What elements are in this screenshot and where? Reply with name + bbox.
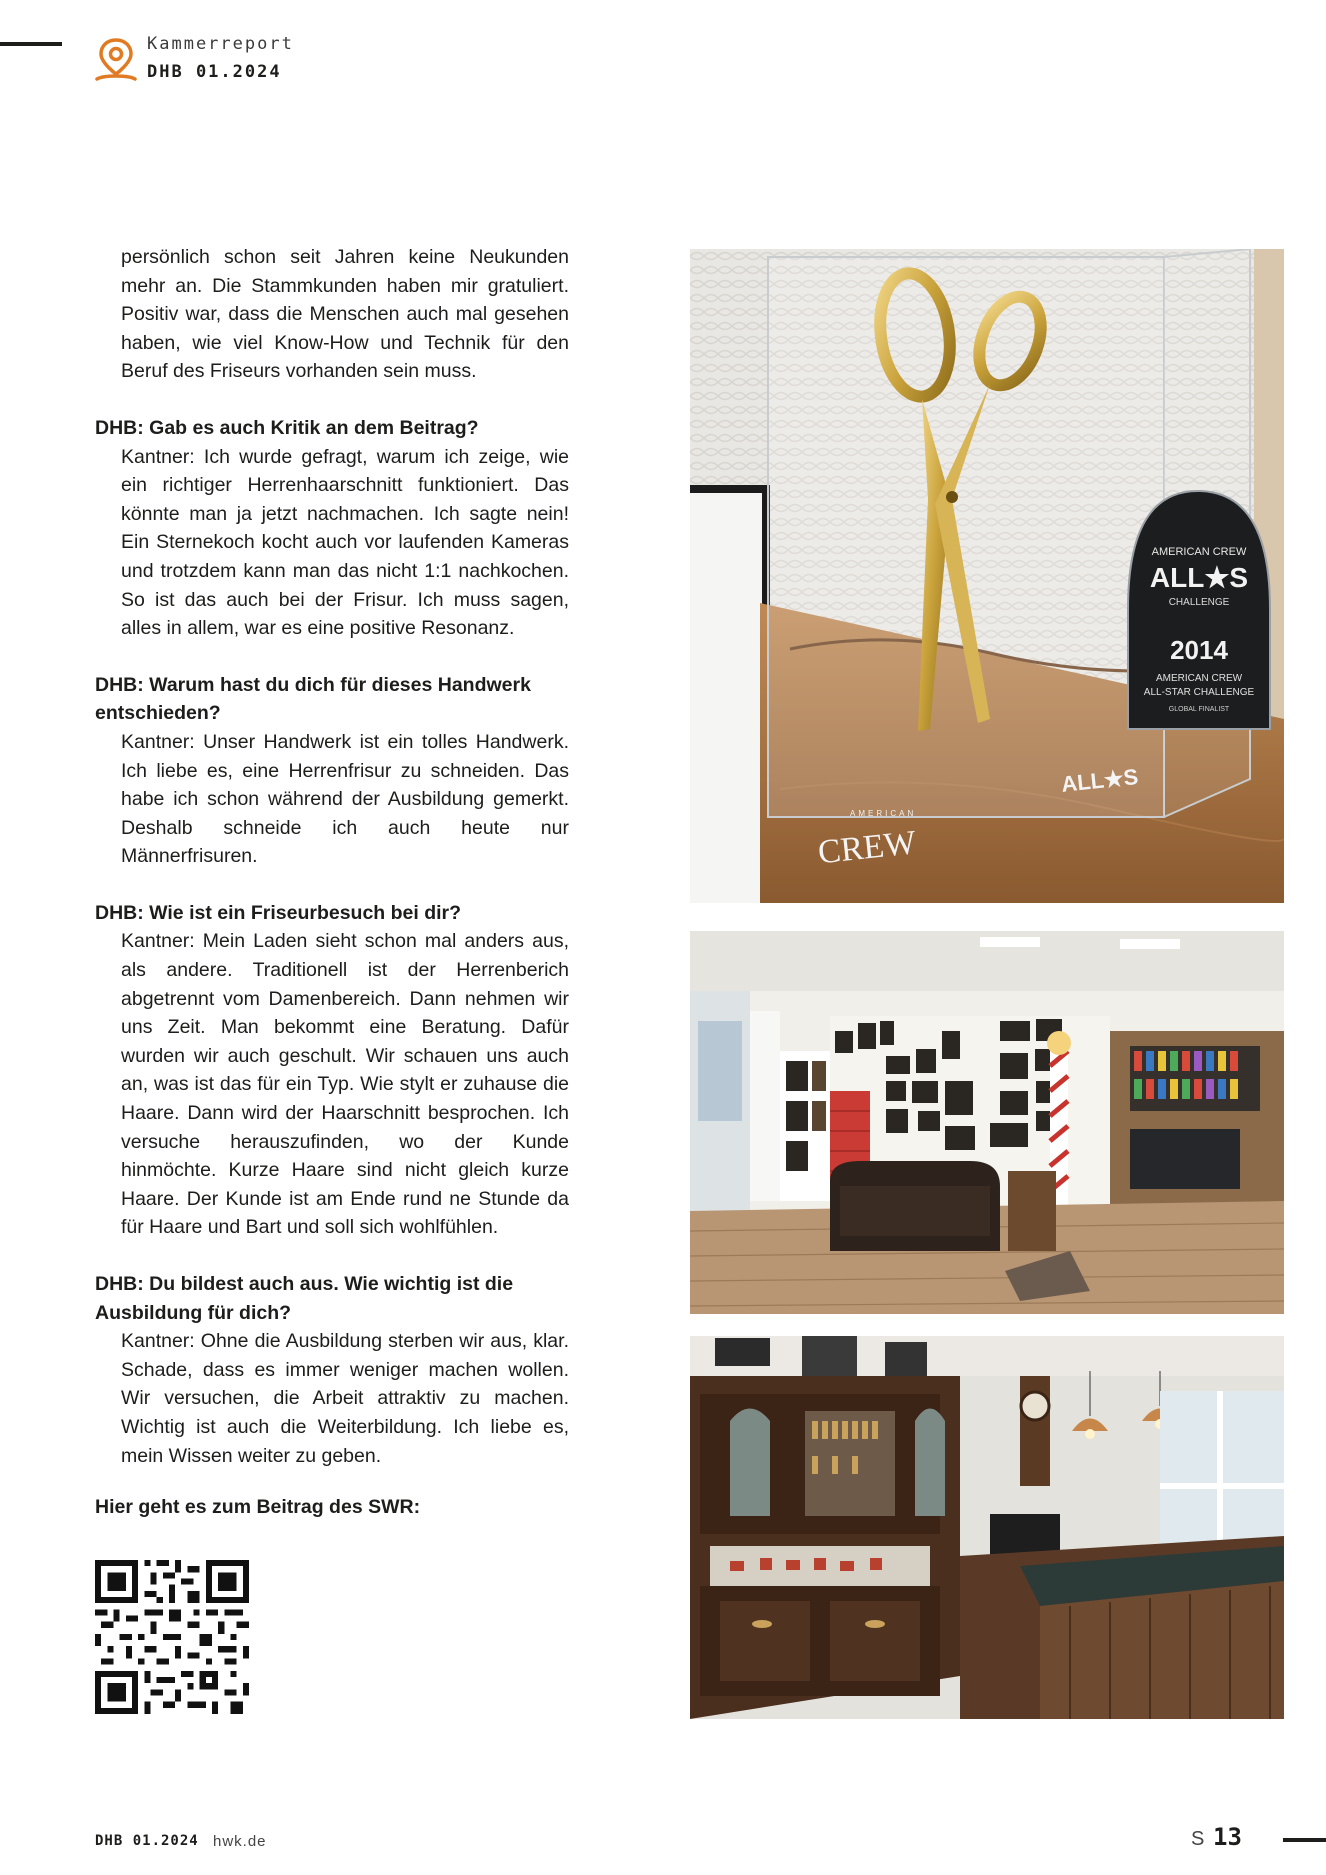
answer-salon-visit: Kantner: Mein Laden sieht schon mal anders aus, als andere. Traditionell ist der Herrenberich abgetrennt vom Damenbereich. Dann nehmen wir uns Zeit. Man bekommt eine Beratung. Dafür wurden wir auch geschult. Wir schauen uns auch an, was ist das für ein Typ. Wie stylt er zuhause die Haare. Dann wird der Haarschnitt besprochen. Ich versuche herauszufinden, wo der Kunde hinmöchte. Kurze Haare sind nicht gleich kurze Haare. Der Kunde ist am Ende rund ne Stunde da für Haare und Bart und soll sich wohlfühlen. <box>121 930 569 1239</box>
location-pin-icon <box>94 36 138 82</box>
svg-text:2014: 2014 <box>1170 635 1228 665</box>
section-label: Kammerreport <box>147 34 294 54</box>
question-criticism: DHB: Gab es auch Kritik an dem Beitrag? <box>95 416 479 439</box>
svg-text:AMERICAN CREW: AMERICAN CREW <box>1155 673 1243 684</box>
header-rule <box>0 42 62 46</box>
footer-issue: DHB 01.2024 <box>95 1833 199 1849</box>
question-why-craft: DHB: Warum hast du dich für dieses Handwerk entschieden? <box>95 673 531 725</box>
footer-rule <box>1283 1838 1326 1842</box>
svg-text:GLOBAL FINALIST: GLOBAL FINALIST <box>1168 706 1230 713</box>
qr-code[interactable] <box>95 1560 249 1714</box>
swr-link-label[interactable]: Hier geht es zum Beitrag des SWR: <box>95 1496 421 1518</box>
svg-text:ALL-STAR CHALLENGE: ALL-STAR CHALLENGE <box>1143 687 1255 698</box>
award-badge <box>1128 491 1270 729</box>
question-salon-visit: DHB: Wie ist ein Friseurbesuch bei dir? <box>95 901 462 924</box>
svg-text:AMERICAN CREW: AMERICAN CREW <box>1151 546 1247 558</box>
question-training: DHB: Du bildest auch aus. Wie wichtig ist die Ausbildung für dich? <box>95 1273 514 1324</box>
svg-text:CREW: CREW <box>816 824 918 872</box>
answer-why-craft: Kantner: Unser Handwerk ist ein tolles Handwerk. Ich liebe es, eine Herrenfrisur zu schneiden. Das habe ich schon während der Ausbildung gemerkt. Deshalb schneide ich auch heute nur Männerfrisuren. <box>121 730 569 868</box>
page-number: 13 <box>1213 1823 1242 1851</box>
issue-label: DHB 01.2024 <box>147 62 282 82</box>
answer-training: Kantner: Ohne die Ausbildung sterben wir aus, klar. Schade, dass es immer weniger machen wollen. Wir versuchen, die Arbeit attraktiv zu machen. Wichtig ist auch die Weiterbildung. Ich liebe es, mein Wissen weiter zu geben. <box>121 1330 569 1467</box>
reception-photo <box>690 1336 1284 1719</box>
svg-text:AMERICAN: AMERICAN <box>850 809 917 818</box>
article-intro: persönlich schon seit Jahren keine Neukunden mehr an. Die Stammkunden haben mir gratuliert. Positiv war, dass die Menschen auch mal gesehen haben, wie viel Know-How und Technik für den Beruf des Friseurs vorhanden sein muss. <box>121 246 569 383</box>
svg-text:CHALLENGE: CHALLENGE <box>1168 597 1230 608</box>
svg-text:ALL★S: ALL★S <box>1060 763 1140 797</box>
page-prefix: S <box>1191 1828 1205 1850</box>
trophy-photo <box>690 249 1284 903</box>
article-body <box>95 243 569 1470</box>
svg-text:ALL★S: ALL★S <box>1149 562 1249 593</box>
footer-website[interactable]: hwk.de <box>213 1833 267 1850</box>
salon-interior-photo <box>690 931 1284 1314</box>
answer-criticism: Kantner: Ich wurde gefragt, warum ich zeige, wie ein richtiger Herrenhaarschnitt funktioniert. Das könnte man ja jetzt nachmachen. Ich sagte nein! Ein Sternekoch kocht auch vor laufenden Kameras und trotzdem kann man das nicht 1:1 nachkochen. So ist das auch bei der Frisur. Ich muss sagen, alles in allem, war es eine positive Resonanz. <box>121 445 569 640</box>
